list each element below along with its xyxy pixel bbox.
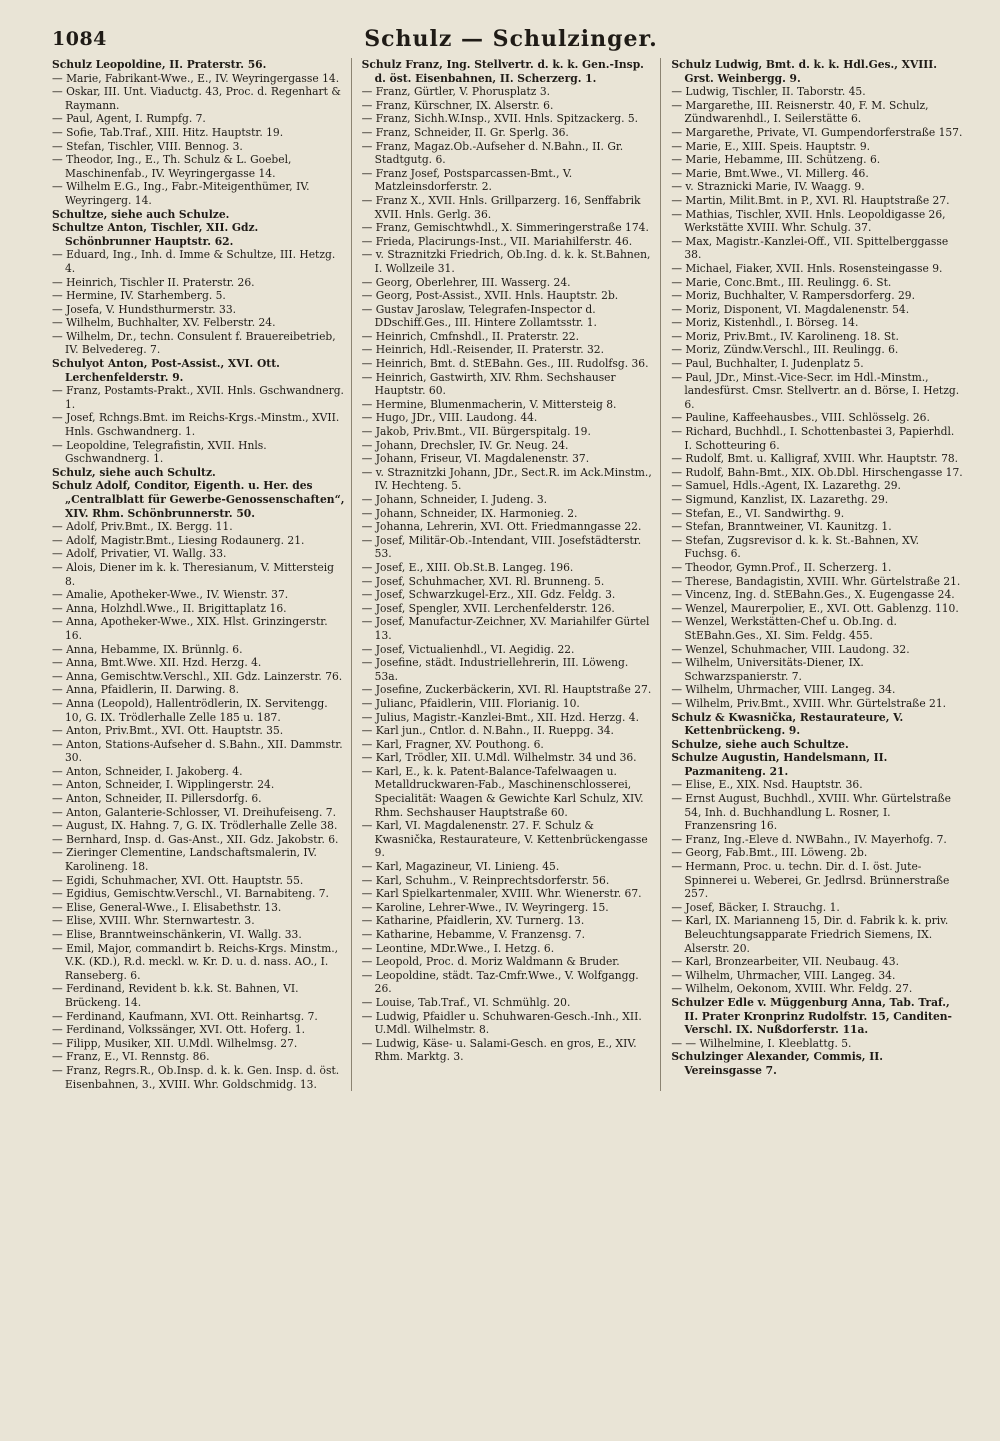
directory-entry: — Moriz, Buchhalter, V. Rampersdorferg. 29. <box>671 289 915 303</box>
directory-entry: — Max, Magistr.-Kanzlei-Off., VII. Spittelberggasse 38. <box>671 234 949 262</box>
page-header <box>52 22 970 58</box>
directory-entry: — Rudolf, Bahn-Bmt., XIX. Ob.Dbl. Hirschengasse 17. <box>671 465 963 479</box>
directory-entry: — v. Straznicki Marie, IV. Waagg. 9. <box>671 180 865 194</box>
directory-entry: — Samuel, Hdls.-Agent, IX. Lazarethg. 29. <box>671 479 901 493</box>
directory-entry: — Sofie, Tab.Traf., XIII. Hitz. Hauptstr. 19. <box>52 125 284 139</box>
directory-heading-entry: Schulzer Edle v. Müggenburg Anna, Tab. Traf., II. Prater Kronprinz Rudolfstr. 15, Canditen-Verschl. IX. Nußdorferstr. 11a. <box>671 995 952 1037</box>
directory-entry: — Heinrich, Gastwirth, XIV. Rhm. Sechshauser Hauptstr. 60. <box>361 370 616 398</box>
directory-entry: — Martin, Milit.Bmt. in P., XVI. Rl. Hauptstraße 27. <box>671 193 950 207</box>
directory-entry: — Franz, Sichh.W.Insp., XVII. Hnls. Spitzackerg. 5. <box>361 112 639 126</box>
directory-entry: — August, IX. Hahng. 7, G. IX. Trödlerhalle Zelle 38. <box>52 819 338 833</box>
directory-entry: — Ferdinand, Volkssänger, XVI. Ott. Hoferg. 1. <box>52 1023 306 1037</box>
directory-entry: — Margarethe, III. Reisnerstr. 40, F. M. Schulz, Zündwarenhdl., I. Seilerstätte 6. <box>671 98 929 126</box>
directory-entry: — Wilhelm, Uhrmacher, VIII. Langeg. 34. <box>671 683 896 697</box>
directory-entry: — Josef, Rchngs.Bmt. im Reichs-Krgs.-Minstm., XVII. Hnls. Gschwandnerg. 1. <box>52 411 340 439</box>
directory-entry: — Alois, Diener im k. k. Theresianum, V. Mittersteig 8. <box>52 560 335 588</box>
directory-entry: — Franz X., XVII. Hnls. Grillparzerg. 16, Senffabrik XVII. Hnls. Gerlg. 36. <box>361 193 641 221</box>
directory-heading-entry: Schulz, siehe auch Schultz. <box>52 465 216 479</box>
page-number: 1084 <box>52 28 107 50</box>
directory-entry: — Josef, Bäcker, I. Strauchg. 1. <box>671 900 840 914</box>
directory-entry: — Anton, Schneider, II. Pillersdorfg. 6. <box>52 792 262 806</box>
directory-entry: — Hugo, JDr., VIII. Laudong. 44. <box>361 411 538 425</box>
directory-entry: — Heinrich, Tischler II. Praterstr. 26. <box>52 275 255 289</box>
directory-entry: — Moriz, Kistenhdl., I. Börseg. 14. <box>671 316 859 330</box>
directory-entry: — Josef, E., XIII. Ob.St.B. Langeg. 196. <box>361 560 574 574</box>
directory-entry: — Franz, Magaz.Ob.-Aufseher d. N.Bahn., II. Gr. Stadtgutg. 6. <box>361 139 624 167</box>
directory-entry: — Anton, Schneider, I. Jakoberg. 4. <box>52 764 243 778</box>
columns <box>52 58 970 1091</box>
directory-entry: — Rudolf, Bmt. u. Kalligraf, XVIII. Whr. Hauptstr. 78. <box>671 452 959 466</box>
directory-entry: — Karl, IX. Marianneng 15, Dir. d. Fabrik k. k. priv. Beleuchtungsapparate Friedrich Siemens, IX. Alserstr. 20. <box>671 914 949 955</box>
directory-entry: — Anton, Priv.Bmt., XVI. Ott. Hauptstr. 35. <box>52 724 284 738</box>
directory-entry: — Ferdinand, Kaufmann, XVI. Ott. Reinhartsg. 7. <box>52 1009 318 1023</box>
directory-entry: — Georg, Post-Assist., XVII. Hnls. Hauptstr. 2b. <box>361 289 619 303</box>
directory-entry: — Georg, Oberlehrer, III. Wasserg. 24. <box>361 275 571 289</box>
directory-entry: — Heinrich, Cmfnshdl., II. Praterstr. 22. <box>361 329 580 343</box>
directory-entry: — Franz, Kürschner, IX. Alserstr. 6. <box>361 98 554 112</box>
directory-entry: — Frieda, Placirungs-Inst., VII. Mariahilferstr. 46. <box>361 234 633 248</box>
directory-entry: — Julius, Magistr.-Kanzlei-Bmt., XII. Hzd. Herzg. 4. <box>361 710 639 724</box>
directory-entry: — Anna, Gemischtw.Verschl., XII. Gdz. Lainzerstr. 76. <box>52 669 343 683</box>
directory-entry: — Louise, Tab.Traf., VI. Schmühlg. 20. <box>361 995 571 1009</box>
directory-entry: — Hermine, IV. Starhemberg. 5. <box>52 289 226 303</box>
directory-entry: — Josefine, städt. Industriellehrerin, III. Löweng. 53a. <box>361 656 629 683</box>
directory-entry: — Stefan, E., VI. Sandwirthg. 9. <box>671 506 845 520</box>
directory-entry: — Georg, Fab.Bmt., III. Löweng. 2b. <box>671 846 868 860</box>
directory-entry: — Michael, Fiaker, XVII. Hnls. Rosensteingasse 9. <box>671 261 943 275</box>
directory-entry: — Karl, Schuhm., V. Reinprechtsdorferstr. 56. <box>361 873 610 887</box>
directory-heading-entry: Schulz Leopoldine, II. Praterstr. 56. <box>52 58 267 71</box>
column-right <box>671 58 970 1091</box>
directory-entry: — Elise, General-Wwe., I. Elisabethstr. 13. <box>52 900 282 914</box>
directory-entry: — Wilhelm, Priv.Bmt., XVIII. Whr. Gürtelstraße 21. <box>671 696 947 710</box>
running-title: Schulz — Schulzinger. <box>364 26 658 52</box>
directory-entry: — Marie, Bmt.Wwe., VI. Millerg. 46. <box>671 166 869 180</box>
directory-entry: — Karl, VI. Magdalenenstr. 27. F. Schulz & Kwasnička, Restaurateure, V. Kettenbrückengasse 9. <box>361 819 648 860</box>
directory-entry: — Filipp, Musiker, XII. U.Mdl. Wilhelmsg. 27. <box>52 1036 298 1050</box>
directory-entry: — Karoline, Lehrer-Wwe., IV. Weyringerg. 15. <box>361 900 609 914</box>
directory-entry: — Moriz, Priv.Bmt., IV. Karolineng. 18. St. <box>671 329 899 343</box>
directory-entry: — Eduard, Ing., Inh. d. Imme & Schultze, III. Hetzg. 4. <box>52 248 336 275</box>
directory-entry: — Josef, Schuhmacher, XVI. Rl. Brunneng. 5. <box>361 574 605 588</box>
directory-entry: — Johann, Schneider, IX. Harmonieg. 2. <box>361 506 578 520</box>
directory-entry: — Franz, Schneider, II. Gr. Sperlg. 36. <box>361 125 569 139</box>
directory-heading-entry: Schultze, siehe auch Schulze. <box>52 207 230 221</box>
directory-entry: — Franz, Postamts-Prakt., XVII. Hnls. Gschwandnerg. 1. <box>52 384 344 411</box>
directory-entry: — Wenzel, Werkstätten-Chef u. Ob.Ing. d. StEBahn.Ges., XI. Sim. Feldg. 455. <box>671 615 897 642</box>
directory-entry: — Karl, Magazineur, VI. Linieng. 45. <box>361 860 560 874</box>
directory-entry: — Josefa, V. Hundsthurmerstr. 33. <box>52 302 237 316</box>
directory-entry: — Gustav Jaroslaw, Telegrafen-Inspector d. DDschiff.Ges., III. Hintere Zollamtsstr. 1. <box>361 302 597 330</box>
directory-entry: — Richard, Buchhdl., I. Schottenbastei 3, Papierhdl. I. Schotteuring 6. <box>671 425 955 452</box>
directory-heading-entry: Schulzinger Alexander, Commis, II. Vereinsgasse 7. <box>671 1050 883 1077</box>
directory-entry: — Elise, XVIII. Whr. Sternwartestr. 3. <box>52 914 255 928</box>
directory-heading-entry: Schulze Augustin, Handelsmann, II. Pazmaniteng. 21. <box>671 751 888 778</box>
directory-entry: — Katharine, Pfaidlerin, XV. Turnerg. 13. <box>361 914 585 928</box>
directory-entry: — Stefan, Tischler, VIII. Bennog. 3. <box>52 139 243 153</box>
directory-entry: — Ferdinand, Revident b. k.k. St. Bahnen, VI. Brückeng. 14. <box>52 982 299 1009</box>
directory-entry: — Wilhelm E.G., Ing., Fabr.-Miteigenthümer, IV. Weyringerg. 14. <box>52 180 310 207</box>
directory-entry: — Leopoldine, Telegrafistin, XVII. Hnls. Gschwandnerg. 1. <box>52 438 267 466</box>
directory-entry: — Adolf, Privatier, VI. Wallg. 33. <box>52 547 227 561</box>
directory-entry: — Anna, Apotheker-Wwe., XIX. Hlst. Grinzingerstr. 16. <box>52 615 328 642</box>
directory-entry: — Anna, Holzhdl.Wwe., II. Brigittaplatz 16. <box>52 601 287 615</box>
directory-entry: — Paul, JDr., Minst.-Vice-Secr. im Hdl.-Minstm., landesfürst. Cmsr. Stellvertr. an d. Börse, I. Hetzg. 6. <box>671 370 960 411</box>
directory-entry: — Zieringer Clementine, Landschaftsmalerin, IV. Karolineng. 18. <box>52 846 317 874</box>
directory-entry: — Egidius, Gemischtw.Verschl., VI. Barnabiteng. 7. <box>52 887 329 901</box>
directory-entry: — Josef, Militär-Ob.-Intendant, VIII. Josefstädterstr. 53. <box>361 533 642 561</box>
directory-heading-entry: Schulz Adolf, Conditor, Eigenth. u. Her. des „Centralblatt für Gewerbe-Genossenschaften“, XIV. Rhm. Schönbrunnerstr. 50. <box>52 479 345 520</box>
directory-entry: — Ludwig, Tischler, II. Taborstr. 45. <box>671 85 866 99</box>
directory-entry: — Bernhard, Insp. d. Gas-Anst., XII. Gdz. Jakobstr. 6. <box>52 832 339 846</box>
directory-entry: — Wilhelm, Universitäts-Diener, IX. Schwarzspanierstr. 7. <box>671 656 864 683</box>
directory-heading-entry: Schulz Franz, Ing. Stellvertr. d. k. k. Gen.-Insp. d. öst. Eisenbahnen, II. Scherzerg. 1. <box>361 58 644 85</box>
directory-entry: — Wenzel, Schuhmacher, VIII. Laudong. 32. <box>671 642 910 656</box>
directory-entry: — Johanna, Lehrerin, XVI. Ott. Friedmanngasse 22. <box>361 520 642 534</box>
directory-entry: — Johann, Schneider, I. Judeng. 3. <box>361 493 548 506</box>
directory-entry: — Josef, Spengler, XVII. Lerchenfelderstr. 126. <box>361 601 615 615</box>
directory-entry: — Karl jun., Cntlor. d. N.Bahn., II. Rueppg. 34. <box>361 724 614 738</box>
directory-entry: — Josef, Victualienhdl., VI. Aegidig. 22. <box>361 642 575 656</box>
directory-entry: — Julianc, Pfaidlerin, VIII. Florianig. 10. <box>361 696 580 710</box>
directory-entry: — Karl Spielkartenmaler, XVIII. Whr. Wienerstr. 67. <box>361 887 642 901</box>
column-left <box>52 58 352 1091</box>
directory-entry: — Heinrich, Bmt. d. StEBahn. Ges., III. Rudolfsg. 36. <box>361 357 649 371</box>
directory-entry: — Marie, Fabrikant-Wwe., E., IV. Weyringergasse 14. <box>52 71 340 85</box>
directory-entry: — Katharine, Hebamme, V. Franzensg. 7. <box>361 928 586 941</box>
directory-entry: — Jakob, Priv.Bmt., VII. Bürgerspitalg. 19. <box>361 425 591 439</box>
directory-entry: — Karl, Bronzearbeiter, VII. Neubaug. 43. <box>671 955 899 969</box>
directory-entry: — Ludwig, Pfaidler u. Schuhwaren-Gesch.-Inh., XII. U.Mdl. Wilhelmstr. 8. <box>361 1009 642 1037</box>
directory-entry: — Pauline, Kaffeehausbes., VIII. Schlösselg. 26. <box>671 411 930 425</box>
directory-entry: — Stefan, Branntweiner, VI. Kaunitzg. 1. <box>671 520 892 534</box>
directory-entry: — Vincenz, Ing. d. StEBahn.Ges., X. Eugengasse 24. <box>671 588 955 602</box>
directory-entry: — Marie, E., XIII. Speis. Hauptstr. 9. <box>671 139 871 153</box>
directory-entry: — Therese, Bandagistin, XVIII. Whr. Gürtelstraße 21. <box>671 574 961 588</box>
directory-heading-entry: Schulze, siehe auch Schultze. <box>671 737 849 751</box>
directory-entry: — Theodor, Gymn.Prof., II. Scherzerg. 1. <box>671 560 892 574</box>
directory-entry: — Franz, Gürtler, V. Phorusplatz 3. <box>361 85 551 99</box>
directory-entry: — Anna, Pfaidlerin, II. Darwing. 8. <box>52 683 240 697</box>
directory-entry: — Anton, Schneider, I. Wipplingerstr. 24. <box>52 778 275 792</box>
directory-entry: — Franz Josef, Postsparcassen-Bmt., V. Matzleinsdorferstr. 2. <box>361 166 573 194</box>
directory-entry: — Leontine, MDr.Wwe., I. Hetzg. 6. <box>361 941 555 955</box>
directory-entry: — v. Straznitzki Friedrich, Ob.Ing. d. k. k. St.Bahnen, I. Wollzeile 31. <box>361 248 651 275</box>
directory-entry: — Egidi, Schuhmacher, XVI. Ott. Hauptstr. 55. <box>52 873 304 887</box>
column-middle <box>362 58 662 1091</box>
directory-entry: — Theodor, Ing., E., Th. Schulz & L. Goebel, Maschinenfab., IV. Weyringergasse 14. <box>52 153 292 180</box>
directory-entry: — Elise, Branntweinschänkerin, VI. Wallg. 33. <box>52 928 302 941</box>
directory-entry: — Wilhelm, Dr., techn. Consulent f. Brauereibetrieb, IV. Belvedereg. 7. <box>52 329 336 357</box>
directory-entry: — Moriz, Disponent, VI. Magdalenenstr. 54. <box>671 302 910 316</box>
directory-entry: — Marie, Hebamme, III. Schützeng. 6. <box>671 153 881 167</box>
directory-entry: — Franz, Regrs.R., Ob.Insp. d. k. k. Gen. Insp. d. öst. Eisenbahnen, 3., XVIII. Whr. Goldschmidg. 13. <box>52 1063 340 1091</box>
directory-entry: — Heinrich, Hdl.-Reisender, II. Praterstr. 32. <box>361 343 605 357</box>
directory-entry: — Josef, Manufactur-Zeichner, XV. Mariahilfer Gürtel 13. <box>361 615 650 642</box>
directory-entry: — Oskar, III. Unt. Viaductg. 43, Proc. d. Regenhart & Raymann. <box>52 85 341 112</box>
directory-entry: — Anton, Galanterie-Schlosser, VI. Dreihufeiseng. 7. <box>52 805 336 819</box>
directory-heading-entry: Schulz & Kwasnička, Restaurateure, V. Kettenbrückeng. 9. <box>671 710 904 738</box>
directory-entry: — Anton, Stations-Aufseher d. S.Bahn., XII. Dammstr. 30. <box>52 737 343 765</box>
directory-entry: — — Wilhelmine, I. Kleeblattg. 5. <box>671 1036 852 1050</box>
directory-entry: — Wilhelm, Uhrmacher, VIII. Langeg. 34. <box>671 968 896 982</box>
directory-entry: — Emil, Major, commandirt b. Reichs-Krgs. Minstm., V.K. (KD.), R.d. meckl. w. Kr. D. u. d. nass. AO., I. Ranseberg. 6. <box>52 941 339 982</box>
directory-entry: — Adolf, Magistr.Bmt., Liesing Rodaunerg. 21. <box>52 533 305 547</box>
directory-entry: — Karl, Fragner, XV. Pouthong. 6. <box>361 737 544 751</box>
directory-entry: — Franz, Ing.-Eleve d. NWBahn., IV. Mayerhofg. 7. <box>671 832 947 846</box>
directory-entry: — Franz, E., VI. Rennstg. 86. <box>52 1050 210 1064</box>
directory-entry: — v. Straznitzki Johann, JDr., Sect.R. im Ack.Minstm., IV. Hechteng. 5. <box>361 465 652 493</box>
directory-entry: — Amalie, Apotheker-Wwe., IV. Wienstr. 37. <box>52 588 289 602</box>
directory-entry: — Paul, Buchhalter, I. Judenplatz 5. <box>671 357 864 371</box>
directory-entry: — Johann, Drechsler, IV. Gr. Neug. 24. <box>361 438 569 452</box>
directory-entry: — Johann, Friseur, VI. Magdalenenstr. 37. <box>361 452 590 466</box>
directory-entry: — Hermann, Proc. u. techn. Dir. d. I. öst. Jute-Spinnerei u. Weberei, Gr. Jedlrsd. Brünnerstraße 257. <box>671 860 950 901</box>
directory-entry: — Leopoldine, städt. Taz-Cmfr.Wwe., V. Wolfgangg. 26. <box>361 968 639 996</box>
directory-entry: — Wilhelm, Buchhalter, XV. Felberstr. 24. <box>52 316 276 330</box>
directory-entry: — Anna (Leopold), Hallentrödlerin, IX. Servitengg. 10, G. IX. Trödlerhalle Zelle 185 u. 187. <box>52 696 328 724</box>
directory-heading-entry: Schulz Ludwig, Bmt. d. k. k. Hdl.Ges., XVIII. Grst. Weinbergg. 9. <box>671 58 937 85</box>
directory-entry: — Karl, E., k. k. Patent-Balance-Tafelwaagen u. Metalldruckwaren-Fab., Maschinenschlosserei, Specialität: Waagen & Gewichte Karl Schulz, XIV. Rhm. Sechshauser Hauptstraße 60. <box>361 764 644 819</box>
directory-entry: — Karl, Trödler, XII. U.Mdl. Wilhelmstr. 34 und 36. <box>361 751 637 765</box>
directory-entry: — Anna, Hebamme, IX. Brünnlg. 6. <box>52 642 243 656</box>
directory-entry: — Anna, Bmt.Wwe. XII. Hzd. Herzg. 4. <box>52 656 262 670</box>
directory-heading-entry: Schultze Anton, Tischler, XII. Gdz. Schönbrunner Hauptstr. 62. <box>52 221 259 248</box>
directory-entry: — Wilhelm, Oekonom, XVIII. Whr. Feldg. 27. <box>671 982 913 996</box>
directory-entry: — Paul, Agent, I. Rumpfg. 7. <box>52 112 206 126</box>
directory-heading-entry: Schulyot Anton, Post-Assist., XVI. Ott. Lerchenfelderstr. 9. <box>52 357 280 384</box>
directory-entry: — Sigmund, Kanzlist, IX. Lazarethg. 29. <box>671 493 889 506</box>
directory-entry: — Leopold, Proc. d. Moriz Waldmann & Bruder. <box>361 955 620 969</box>
directory-entry: — Moriz, Zündw.Verschl., III. Reulingg. 6. <box>671 343 899 357</box>
directory-entry: — Ernst August, Buchhdl., XVIII. Whr. Gürtelstraße 54, Inh. d. Buchhandlung L. Rosner, I. Franzensring 16. <box>671 792 951 833</box>
directory-entry: — Franz, Gemischtwhdl., X. Simmeringerstraße 174. <box>361 221 649 235</box>
directory-entry: — Hermine, Blumenmacherin, V. Mittersteig 8. <box>361 397 617 411</box>
directory-entry: — Mathias, Tischler, XVII. Hnls. Leopoldigasse 26, Werkstätte XVIII. Whr. Schulg. 37. <box>671 207 946 235</box>
directory-entry: — Elise, E., XIX. Nsd. Hauptstr. 36. <box>671 778 863 792</box>
directory-entry: — Stefan, Zugsrevisor d. k. k. St.-Bahnen, XV. Fuchsg. 6. <box>671 533 919 561</box>
directory-entry: — Marie, Conc.Bmt., III. Reulingg. 6. St. <box>671 275 892 289</box>
directory-entry: — Ludwig, Käse- u. Salami-Gesch. en gros, E., XIV. Rhm. Marktg. 3. <box>361 1036 637 1064</box>
directory-entry: — Josefine, Zuckerbäckerin, XVI. Rl. Hauptstraße 27. <box>361 683 652 697</box>
directory-entry: — Margarethe, Private, VI. Gumpendorferstraße 157. <box>671 125 963 139</box>
directory-entry: — Adolf, Priv.Bmt., IX. Bergg. 11. <box>52 520 233 534</box>
directory-entry: — Wenzel, Maurerpolier, E., XVI. Ott. Gablenzg. 110. <box>671 601 959 615</box>
directory-entry: — Josef, Schwarzkugel-Erz., XII. Gdz. Feldg. 3. <box>361 588 616 602</box>
